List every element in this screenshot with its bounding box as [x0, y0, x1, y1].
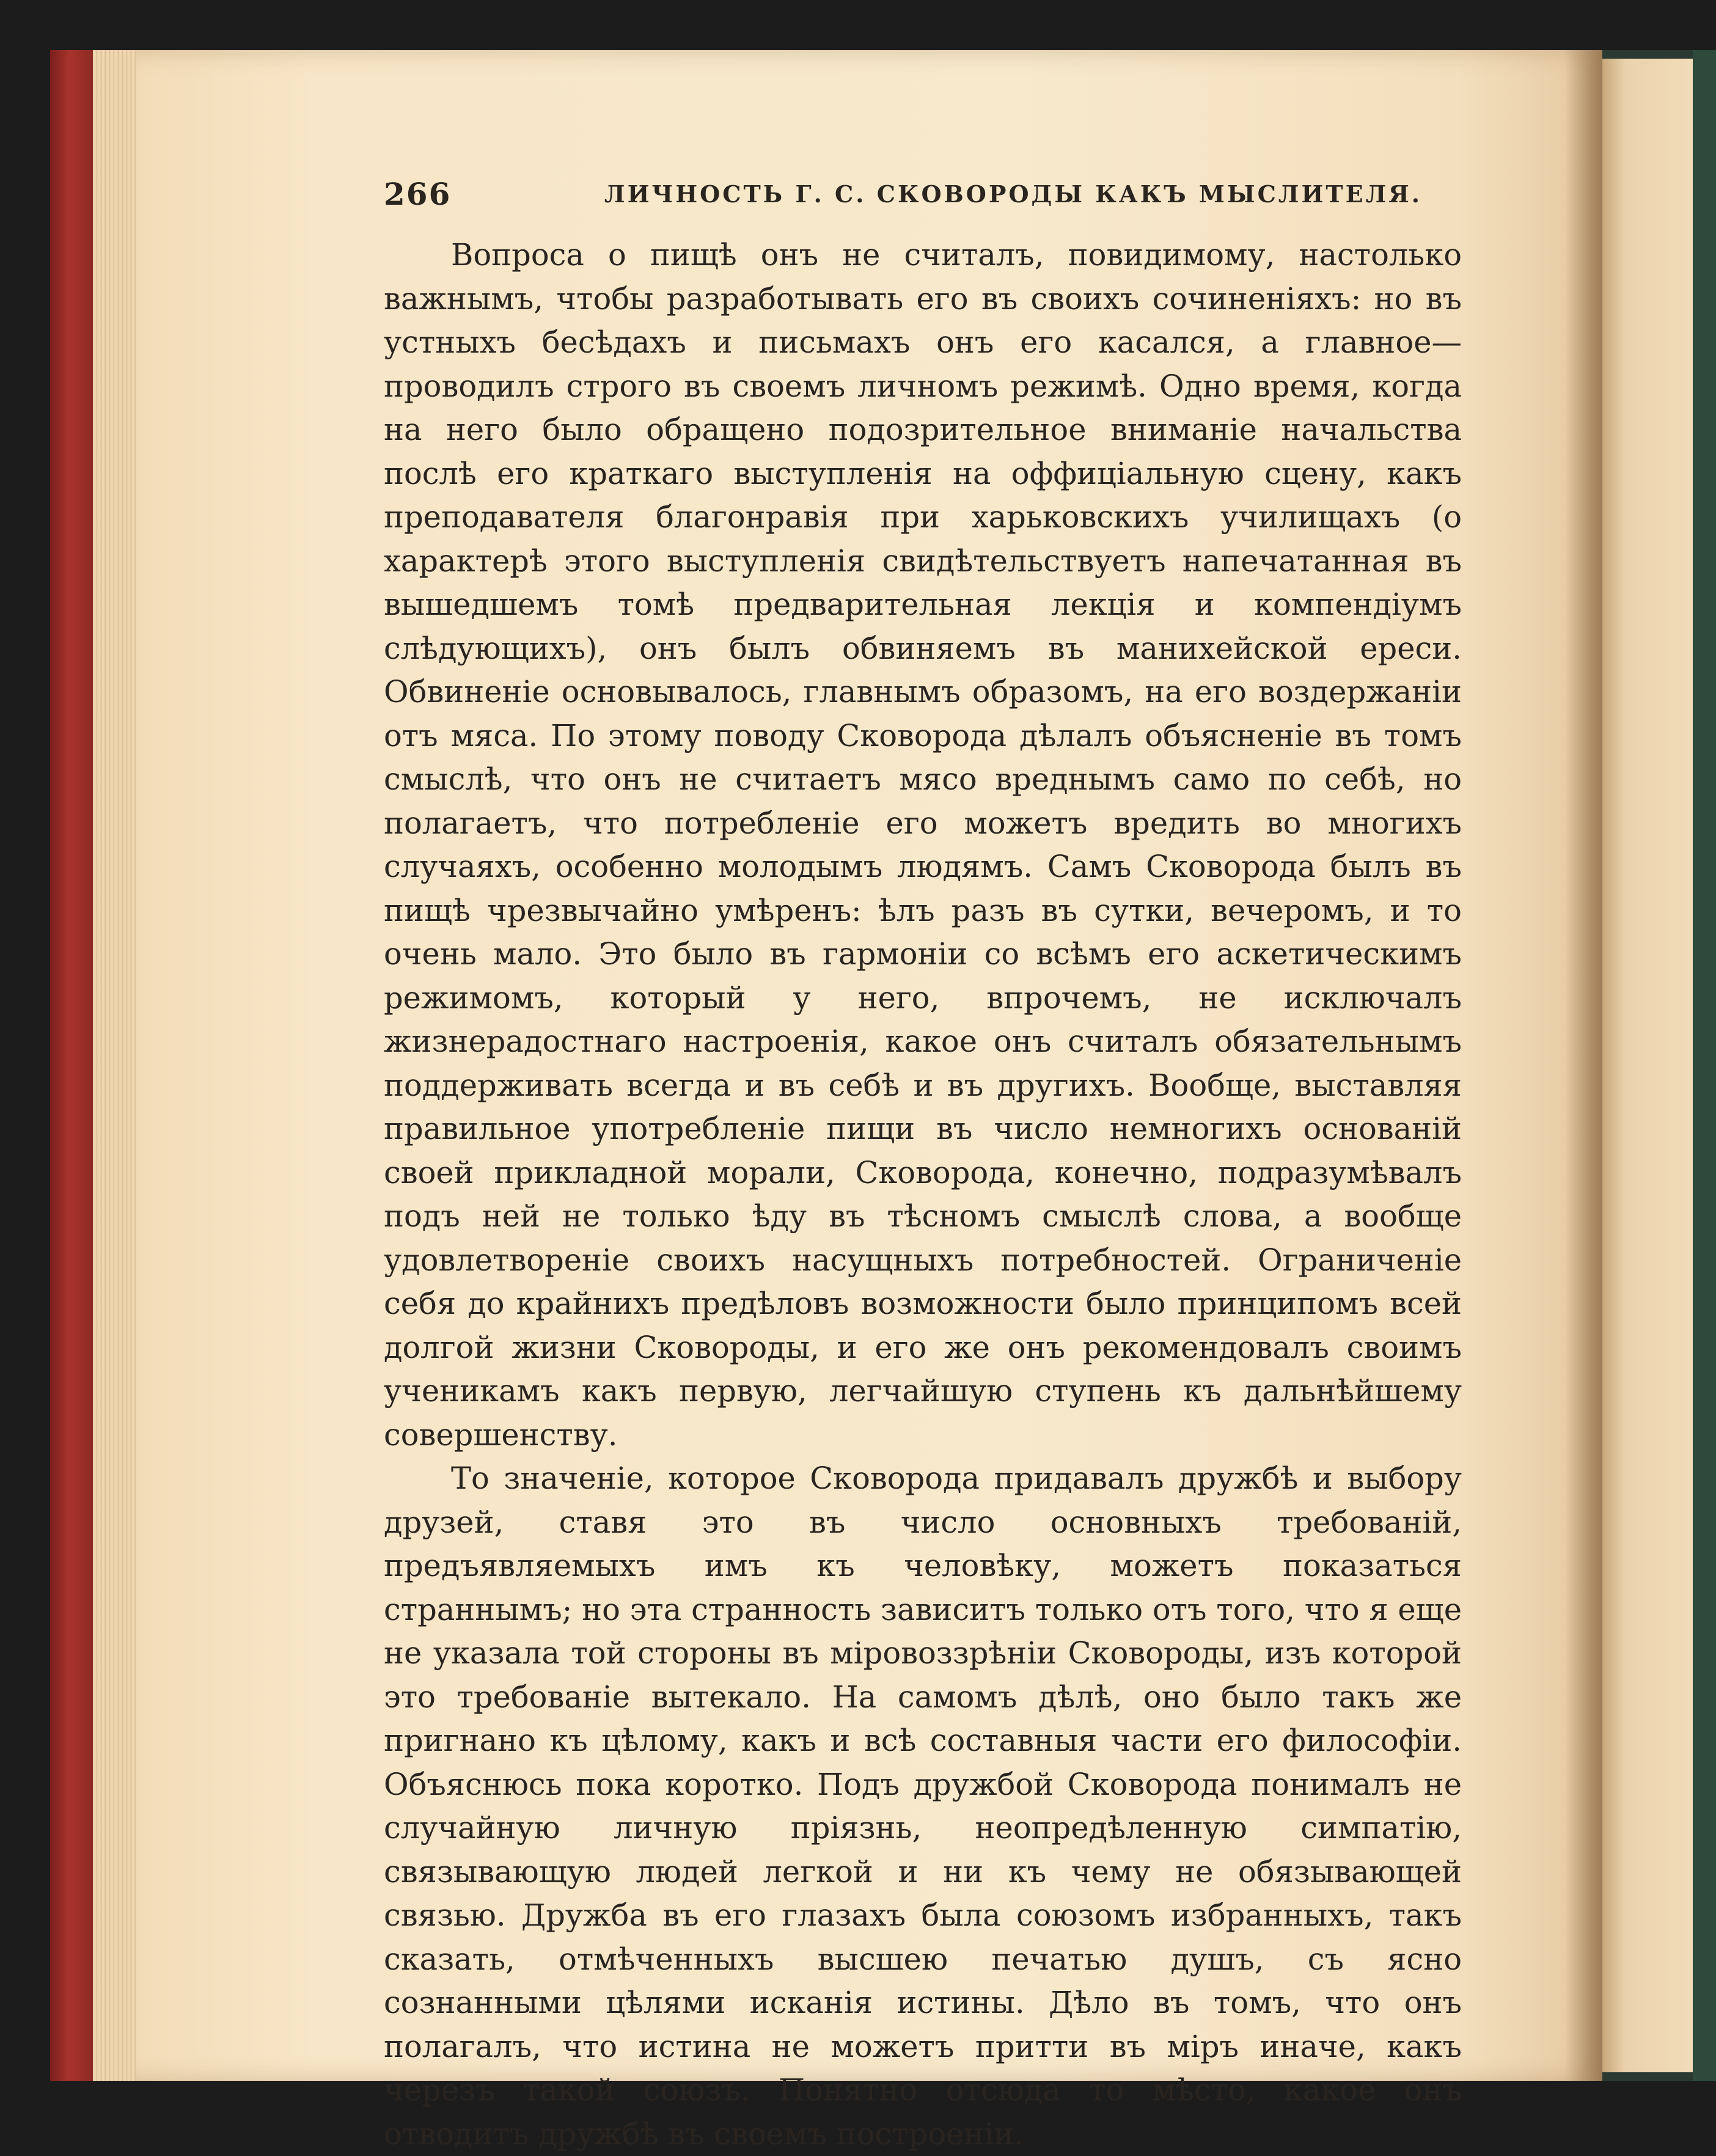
body-text: [384, 233, 1462, 2156]
running-head: [384, 166, 1459, 221]
running-title: ЛИЧНОСТЬ Г. С. СКОВОРОДЫ КАКЪ МЫСЛИТЕЛЯ.: [604, 180, 1422, 208]
page-stack-edge: [93, 50, 136, 2081]
red-cover-edge: [50, 50, 93, 2081]
page-gutter-shadow: [1564, 50, 1602, 2081]
page-number: 266: [384, 175, 452, 212]
green-cover-edge: [1693, 50, 1716, 2081]
paragraph-2: То значеніе, которое Сковорода придавалъ дружбѣ и выбору друзей, ставя это въ число основныхъ требованій, предъявляемыхъ имъ къ человѣку, можетъ показаться страннымъ; но эта странность зависитъ только отъ того, что я еще не указала той стороны въ міровоззрѣніи Сковороды, изъ которой это требованіе вытекало. На самомъ дѣлѣ, оно было такъ же пригнано къ цѣлому, какъ и всѣ составныя части его философіи. Объяснюсь пока коротко. Подъ дружбой Сковорода понималъ не случайную личную пріязнь, неопредѣленную симпатію, связывающую людей легкой и ни къ чему не обязывающей связью. Дружба въ его глазахъ была союзомъ избранныхъ, такъ сказать, отмѣченныхъ высшею печатью душъ, съ ясно сознанными цѣлями исканія истины. Дѣло въ томъ, что онъ полагалъ, что истина не можетъ притти въ міръ иначе, какъ черезъ такой союзъ. Понятно отсюда то мѣсто, какое онъ отводитъ дружбѣ въ своемъ построеніи.: [384, 1461, 1462, 2152]
paragraph-1: Вопроса о пищѣ онъ не считалъ, повидимому, настолько важнымъ, чтобы разработывать его въ своихъ сочиненіяхъ: но въ устныхъ бесѣдахъ и письмахъ онъ его касался, а главное—проводилъ строго въ своемъ личномъ режимѣ. Одно время, когда на него было обращено подозрительное вниманіе начальства послѣ его краткаго выступленія на оффиціальную сцену, какъ преподавателя благонравія при харьковскихъ училищахъ (о характерѣ этого выступленія свидѣтельствуетъ напечатанная въ вышедшемъ томѣ предварительная лекція и компендіумъ слѣдующихъ), онъ былъ обвиняемъ въ манихейской ереси. Обвиненіе основывалось, главнымъ образомъ, на его воздержаніи отъ мяса. По этому поводу Сковорода дѣлалъ объясненіе въ томъ смыслѣ, что онъ не считаетъ мясо вреднымъ само по себѣ, но полагаетъ, что потребленіе его можетъ вредить во многихъ случаяхъ, особенно молодымъ людямъ. Самъ Сковорода былъ въ пищѣ чрезвычайно умѣренъ: ѣлъ разъ въ сутки, вечеромъ, и то очень мало. Это было въ гармоніи со всѣмъ его аскетическимъ режимомъ, который у него, впрочемъ, не исключалъ жизнерадостнаго настроенія, какое онъ считалъ обязательнымъ поддерживать всегда и въ себѣ и въ другихъ. Вообще, выставляя правильное употребленіе пищи въ число немногихъ основаній своей прикладной морали, Сковорода, конечно, подразумѣвалъ подъ ней не только ѣду въ тѣсномъ смыслѣ слова, а вообще удовлетвореніе своихъ насущныхъ потребностей. Ограниченіе себя до крайнихъ предѣловъ возможности было принципомъ всей долгой жизни Сковороды, и его же онъ рекомендовалъ своимъ ученикамъ какъ первую, легчайшую ступень къ дальнѣйшему совершенству.: [384, 237, 1462, 1453]
